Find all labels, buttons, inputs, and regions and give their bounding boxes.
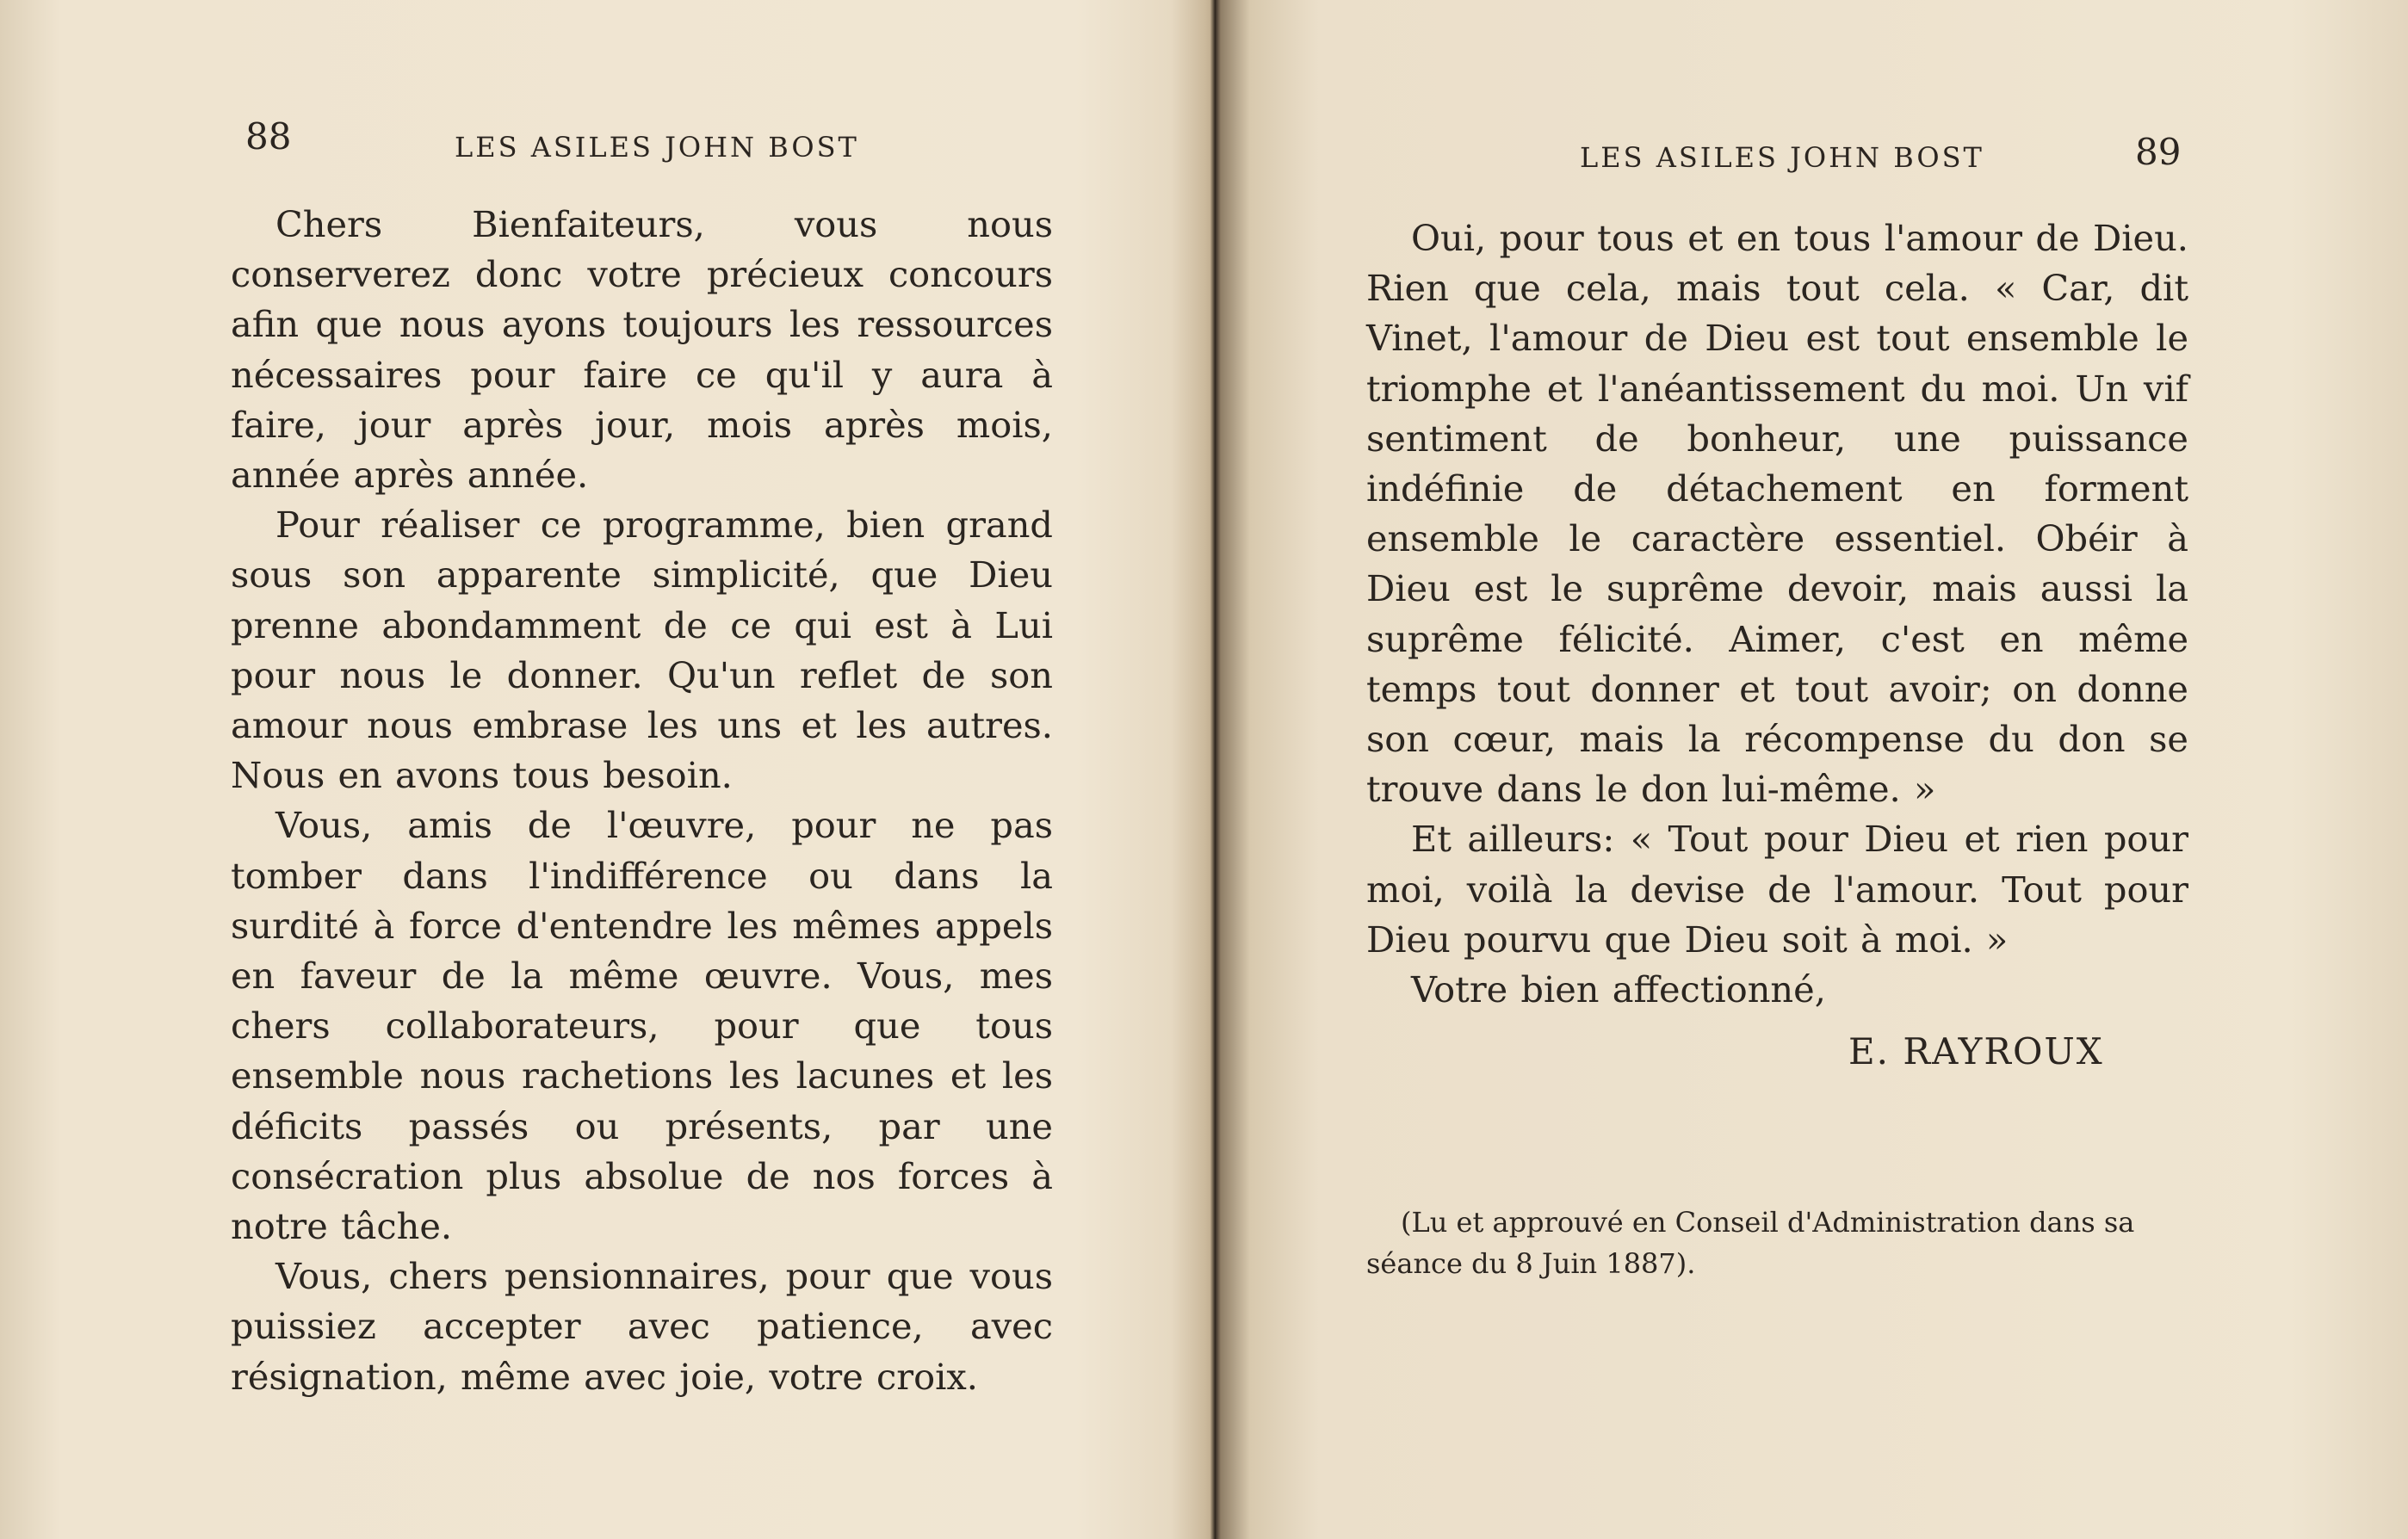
paragraph: Vous, chers pensionnaires, pour que vous puissiez accepter avec patience, avec résignation, même avec joie, votre croix.	[231, 1255, 1053, 1398]
approval-note: (Lu et approuvé en Conseil d'Administration dans sa séance du 8 Juin 1887).	[1366, 1206, 2135, 1280]
paragraph: Votre bien affectionné,	[1411, 968, 1826, 1011]
paragraph: Pour réaliser ce programme, bien grand sous son apparente simplicité, que Dieu prenne abondamment de ce qui est à Lui pour nous le donner. Qu'un reflet de son amour nous embrase les uns et les autres. Nous en avons tous besoin.	[231, 504, 1053, 797]
page-number-right: 89	[2135, 131, 2182, 173]
running-head-right: LES ASILES JOHN BOST	[1580, 141, 1984, 174]
right-page	[1216, 0, 2408, 1539]
signature: E. RAYROUX	[1848, 1030, 2104, 1072]
page-number-left: 88	[245, 115, 292, 158]
running-head-left: LES ASILES JOHN BOST	[455, 131, 859, 164]
paragraph: Oui, pour tous et en tous l'amour de Dieu. Rien que cela, mais tout cela. « Car, dit Vinet, l'amour de Dieu est tout ensemble le triomphe et l'anéantissement du moi. Un vif sentiment de bonheur, une puissance indéfinie de détachement en forment ensemble le caractère essentiel. Obéir à Dieu est le suprême devoir, mais aussi la suprême félicité. Aimer, c'est en même temps tout donner et tout avoir; on donne son cœur, mais la récompense du don se trouve dans le don lui-même. »	[1366, 217, 2188, 811]
paragraph: Vous, amis de l'œuvre, pour ne pas tomber dans l'indifférence ou dans la surdité à force d'entendre les mêmes appels en faveur de la même œuvre. Vous, mes chers collaborateurs, pour que tous ensemble nous rachetions les lacunes et les déficits passés ou présents, par une consécration plus absolue de nos forces à notre tâche.	[231, 804, 1053, 1248]
paragraph: Chers Bienfaiteurs, vous nous conserverez donc votre précieux concours afin que nous ayons toujours les ressources nécessaires pour faire ce qu'il y aura à faire, jour après jour, mois après mois, année après année.	[231, 203, 1053, 497]
body-text-left	[231, 200, 1053, 1402]
paragraph: Et ailleurs: « Tout pour Dieu et rien pour moi, voilà la devise de l'amour. Tout pour Dieu pourvu que Dieu soit à moi. »	[1366, 818, 2188, 961]
body-text-right	[1366, 213, 2188, 1015]
